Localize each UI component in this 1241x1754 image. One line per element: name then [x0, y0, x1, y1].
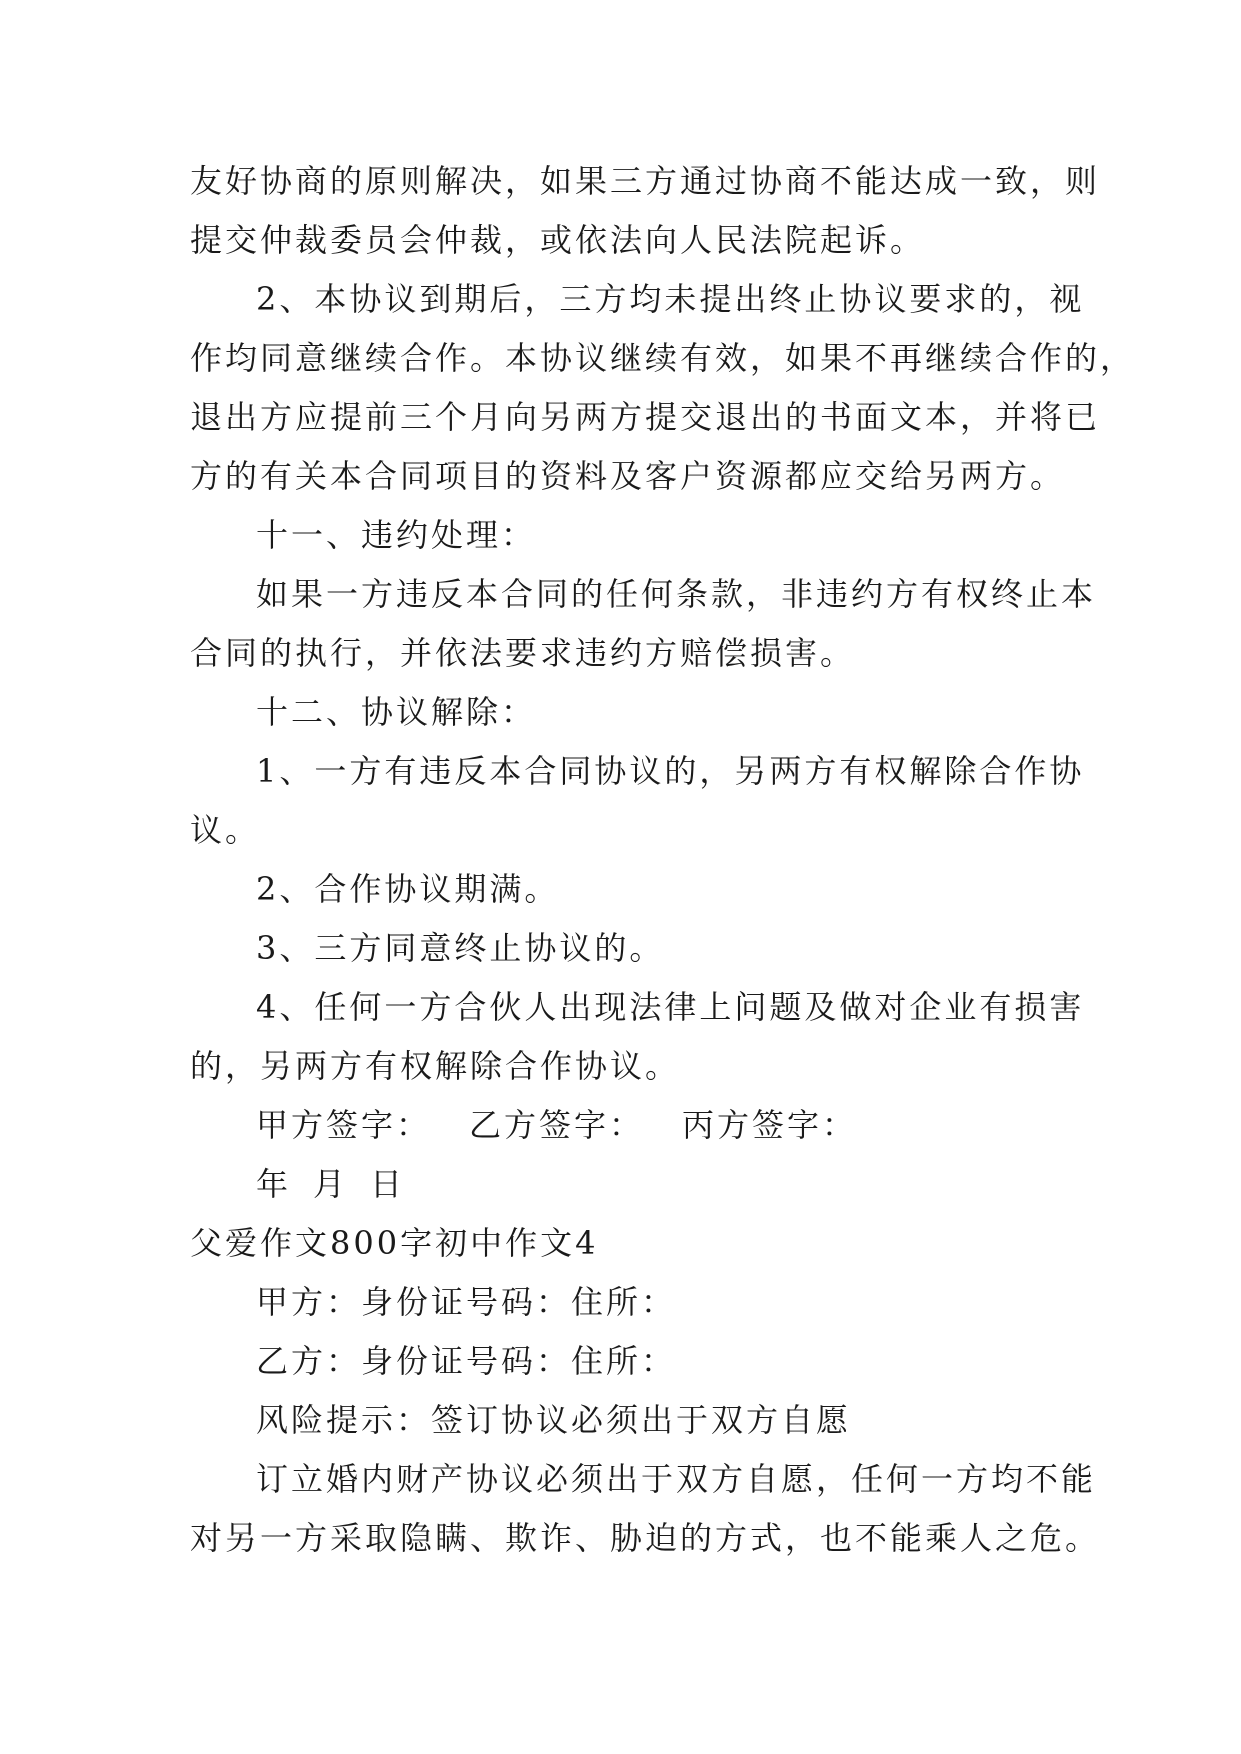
section-title: 父爱作文800字初中作文4 [190, 1224, 599, 1262]
party-b-info: 乙方：身份证号码：住所： [256, 1342, 677, 1380]
paragraph-line: 合同的执行，并依法要求违约方赔偿损害。 [190, 634, 856, 672]
signature-party-b: 乙方签字： [469, 1106, 645, 1144]
signature-party-a: 甲方签字： [256, 1106, 432, 1144]
paragraph-line: 友好协商的原则解决，如果三方通过协商不能达成一致，则 [190, 162, 1101, 200]
paragraph-line: 作均同意继续合作。本协议继续有效，如果不再继续合作的， [190, 339, 1136, 377]
paragraph-line: 退出方应提前三个月向另两方提交退出的书面文本，并将已 [190, 398, 1101, 436]
paragraph-line: 2、本协议到期后，三方均未提出终止协议要求的，视 [256, 280, 1085, 318]
paragraph-line: 如果一方违反本合同的任何条款，非违约方有权终止本 [256, 575, 1097, 613]
date-day: 日 [370, 1165, 406, 1203]
paragraph-line: 提交仲裁委员会仲裁，或依法向人民法院起诉。 [190, 221, 926, 259]
date-month: 月 [313, 1165, 349, 1203]
party-a-info: 甲方：身份证号码：住所： [256, 1283, 677, 1321]
document-body [190, 152, 1136, 1568]
signature-line [190, 1096, 1070, 1155]
date-line [190, 1155, 1070, 1214]
paragraph-line: 3、三方同意终止协议的。 [256, 929, 665, 967]
risk-notice-heading: 风险提示：签订协议必须出于双方自愿 [256, 1401, 852, 1439]
date-year: 年 [256, 1165, 292, 1203]
paragraph-line: 2、合作协议期满。 [256, 870, 560, 908]
paragraph-line: 的，另两方有权解除合作协议。 [190, 1047, 681, 1085]
paragraph-line: 方的有关本合同项目的资料及客户资源都应交给另两方。 [190, 457, 1066, 495]
paragraph-line: 1、一方有违反本合同协议的，另两方有权解除合作协 [256, 752, 1085, 790]
paragraph-line: 4、任何一方合伙人出现法律上问题及做对企业有损害 [256, 988, 1085, 1026]
section-heading-termination: 十二、协议解除： [256, 693, 537, 731]
paragraph-line: 对另一方采取隐瞒、欺诈、胁迫的方式，也不能乘人之危。 [190, 1519, 1101, 1557]
signature-party-c: 丙方签字： [682, 1106, 858, 1144]
section-heading-breach: 十一、违约处理： [256, 516, 537, 554]
paragraph-line: 订立婚内财产协议必须出于双方自愿，任何一方均不能 [256, 1460, 1097, 1498]
paragraph-line: 议。 [190, 811, 261, 849]
